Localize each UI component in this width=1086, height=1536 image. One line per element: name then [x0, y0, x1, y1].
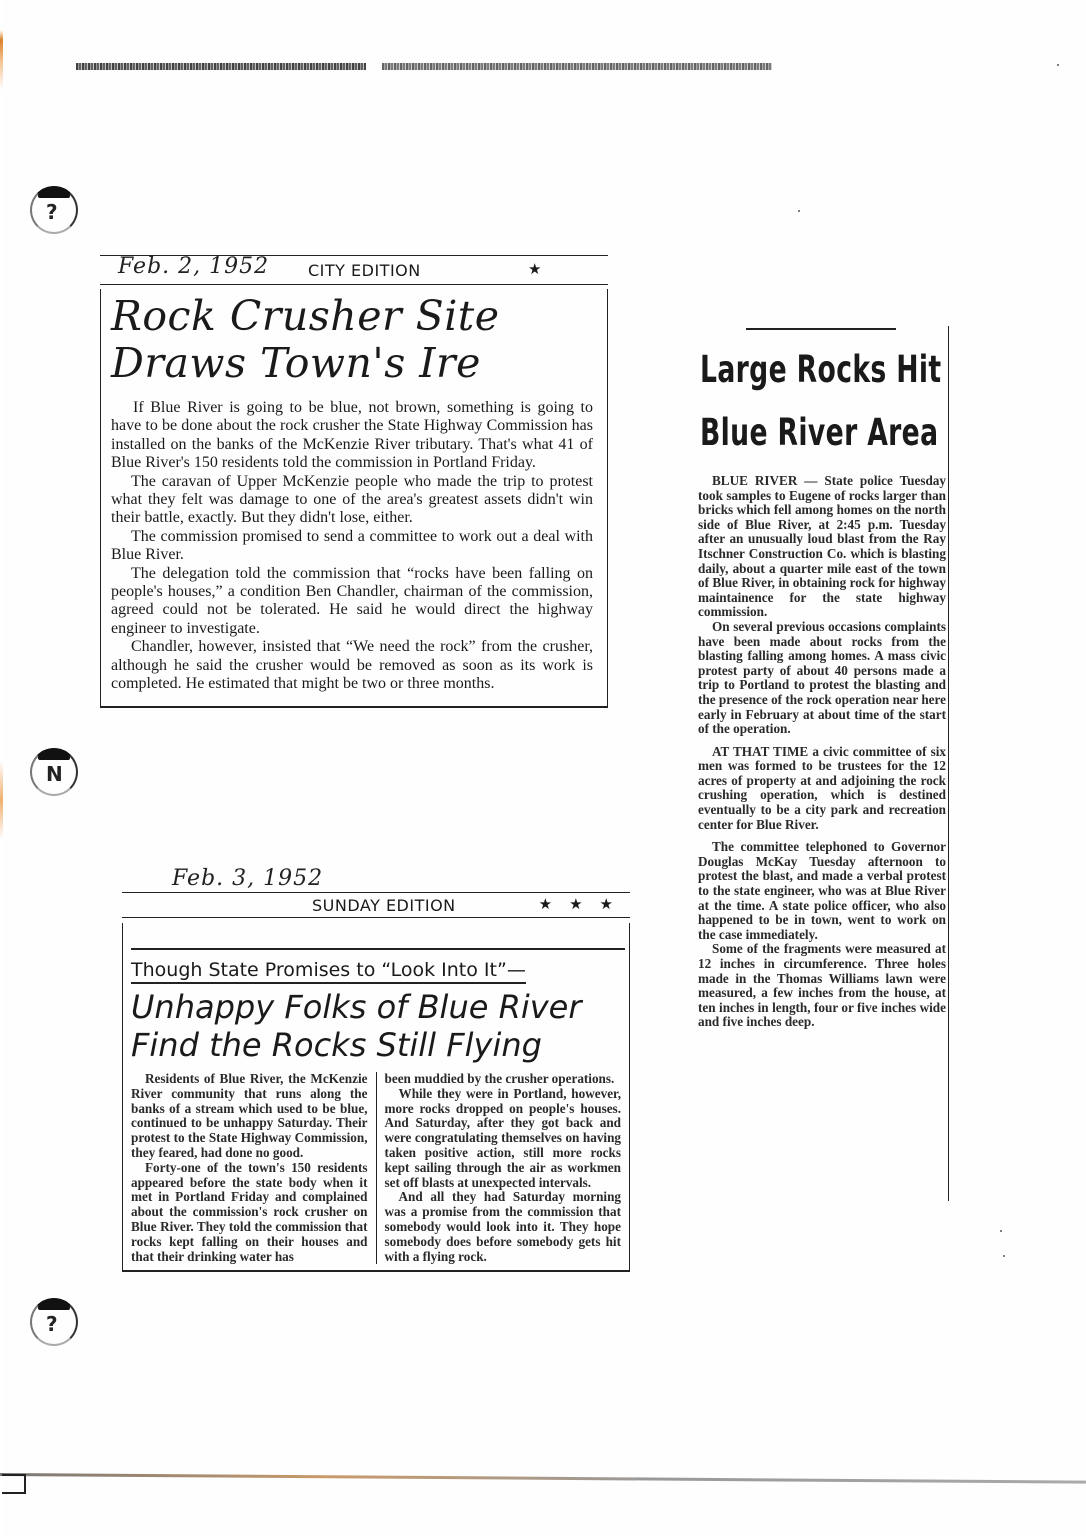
speck: [1000, 1230, 1002, 1232]
edition-label: CITY EDITION: [308, 261, 421, 280]
paragraph: BLUE RIVER — State police Tuesday took samples to Eugene of rocks larger than bricks which fell among homes on the north side of Blue River, at 2:45 p.m. Tuesday after an unusually loud blast from the Ray Itschner Construction Co. which is blasting daily, about a quarter mile east of the town of Blue River, in obtaining rock for highway maintainence for the state highway commission.: [698, 473, 946, 620]
paragraph: Residents of Blue River, the McKenzie River community that runs along the banks of a stream which used to be blue, continued to be unhappy Saturday. Their protest to the State Highway Commission, they feared, had done no good.: [131, 1071, 368, 1160]
headline-line: Draws Town's Ire: [111, 339, 481, 387]
scan-edge-stain: [0, 0, 3, 1536]
scan-bottom-edge: [0, 1473, 1086, 1484]
paragraph: The committee telephoned to Governor Douglas McKay Tuesday afternoon to protest the blast, and made a verbal protest to the state engineer, who was at Blue River at the time. A state police officer, who also happened to be in town, went to work on the case immediately.: [698, 839, 946, 942]
scan-artifact-strip: [382, 63, 772, 70]
dateline: [122, 892, 630, 918]
scan-artifact-strip: [76, 63, 366, 70]
paragraph: The caravan of Upper McKenzie people who made the trip to protest what they felt was damage to one of the area's greatest assets didn't win their battle, exactly. But they didn't lose, either.: [111, 472, 593, 527]
punch-hole-mark: ?: [46, 200, 58, 224]
paragraph: AT THAT TIME a civic committee of six men was formed to be trustees for the 12 acres of property at and adjoining the rock crushing operation, which is destined eventually to be a city park and recreation center for Blue River.: [698, 743, 946, 832]
punch-hole-mark: ?: [46, 1312, 58, 1336]
punch-hole-icon: [30, 186, 78, 234]
article-box: [100, 289, 608, 708]
dateline: [100, 255, 608, 285]
headline-line: Rock Crusher Site: [111, 292, 500, 340]
speck: [1057, 64, 1059, 66]
headline: [111, 293, 593, 387]
headline-line: Blue River Area: [700, 411, 939, 454]
headline: [131, 988, 621, 1064]
article-body: [698, 474, 946, 1030]
headline-line: Large Rocks Hit: [700, 348, 942, 391]
column-right: [377, 1072, 622, 1264]
edition-label: SUNDAY EDITION: [312, 896, 456, 915]
top-rule: [746, 328, 896, 330]
column-rule: [948, 326, 949, 1201]
headline-line: Unhappy Folks of Blue River: [131, 988, 582, 1026]
article-body: [111, 399, 593, 694]
clipping-unhappy-folks: [122, 866, 630, 1272]
scan-corner-mark: [2, 1474, 26, 1494]
paragraph: Chandler, however, insisted that “We need the rock” from the crusher, although he said the crusher would be removed as soon as its work is completed. He estimated that might be two or three months.: [111, 638, 593, 693]
paragraph: The delegation told the commission that “rocks have been falling on people's houses,” a condition Ben Chandler, chairman of the commission, agreed could not be tolerated. He said he would direct the highway engineer to investigate.: [111, 564, 593, 637]
punch-hole-icon: [30, 748, 78, 796]
punch-hole-mark: N: [46, 762, 63, 786]
article-columns: [131, 1072, 621, 1264]
handwritten-date: Feb. 3, 1952: [172, 866, 324, 891]
paragraph: While they were in Portland, however, more rocks dropped on people's houses. And Saturday, after they got back and were congratulating themselves on having taken positive action, still more rocks kept sailing through the air as workmen set off blasts at unexpected intervals.: [384, 1085, 621, 1190]
edition-stars-icon: ★★★: [538, 895, 630, 913]
clipping-large-rocks-hit: [698, 326, 946, 1030]
edition-star-icon: ★: [528, 260, 542, 278]
speck: [1003, 1255, 1005, 1257]
punch-hole-icon: [30, 1298, 78, 1346]
paragraph: been muddied by the crusher operations.: [384, 1071, 615, 1086]
handwritten-date: Feb. 2, 1952: [118, 254, 270, 279]
clipping-rock-crusher-site: [100, 255, 608, 708]
kicker-headline: Though State Promises to “Look Into It”—: [131, 959, 526, 984]
paragraph: On several previous occasions complaints have been made about rocks from the blasting falling among homes. A mass civic protest party of about 40 persons made a trip to Portland to protest the blasting and the presence of the rock operation near here early in February at about time of the start of the operation.: [698, 618, 946, 737]
paragraph: And all they had Saturday morning was a promise from the commission that somebody would look into it. They hope somebody does before somebody gets hit with a flying rock.: [384, 1189, 621, 1264]
paragraph: The commission promised to send a committee to work out a deal with Blue River.: [111, 527, 593, 564]
paragraph: If Blue River is going to be blue, not brown, something is going to have to be done about the rock crusher the State Highway Commission has installed on the banks of the McKenzie River tributary. That's what 41 of Blue River's 150 residents told the commission in Portland Friday.: [111, 399, 593, 472]
speck: [798, 210, 800, 212]
headline-line: Find the Rocks Still Flying: [131, 1026, 542, 1064]
paragraph: Forty-one of the town's 150 residents appeared before the state body when it met in Portland Friday and complained about the commission's rock crusher on Blue River. They told the commission that rocks kept falling on their houses and that their drinking water has: [131, 1159, 368, 1264]
column-left: [131, 1072, 377, 1264]
article-box: [122, 923, 630, 1272]
paragraph: Some of the fragments were measured at 12 inches in circumference. Three holes made in the Thomas Williams lawn were measured, a few inches from the house, at ten inches in length, four or five inches wide and five inches deep.: [698, 941, 946, 1030]
headline: [700, 338, 942, 464]
